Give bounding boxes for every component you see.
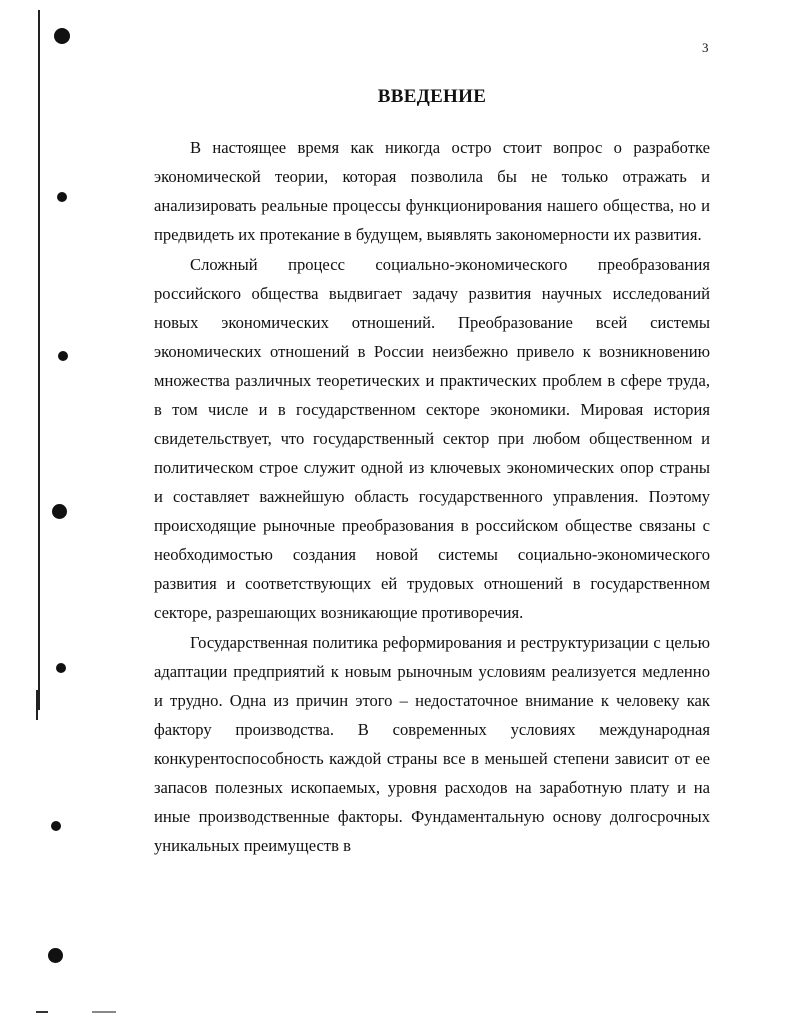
scan-punch-hole (57, 192, 67, 202)
scan-punch-hole (51, 821, 61, 831)
paragraph: В настоящее время как никогда остро стоит вопрос о разработке экономической теории, которая позволила бы не только отражать и анализировать реальные процессы функционирования нашего общества, но и предвидеть их протекание в будущем, выявлять закономерности их развития. (154, 138, 710, 244)
paragraph: Государственная политика реформирования и реструктуризации с целью адаптации предприятий к новым рыночным условиям реализуется медленно и трудно. Одна из причин этого – недостаточное внимание к человеку как фактору производства. В современных условиях международная конкурентоспособность каждой страны все в меньшей степени зависит от ее запасов полезных ископаемых, уровня расходов на заработную плату и на иные производственные факторы. Фундаментальную основу долгосрочных уникальных преимуществ в (154, 633, 710, 855)
scan-punch-hole (48, 948, 63, 963)
paragraph: Сложный процесс социально-экономического преобразования российского общества выдвигает задачу развития научных исследований новых экономических отношений. Преобразование всей системы экономических отношений в России неизбежно привело к возникновению множества различных теоретических и практических проблем в сфере труда, в том числе и в государственном секторе экономики. Мировая история свидетельствует, что государственный сектор при любом общественном и политическом строе служит одной из ключевых экономических опор страны и составляет важнейшую область государственного управления. Поэтому происходящие рыночные преобразования в российском обществе связаны с необходимостью создания новой системы социально-экономического развития и соответствующих ей трудовых отношений в государственном секторе, разрешающих возникающие противоречия. (154, 255, 710, 622)
scan-punch-hole (56, 663, 66, 673)
scan-punch-hole (52, 504, 67, 519)
scan-bottom-mark (92, 1011, 116, 1013)
page-title: ВВЕДЕНИЕ (377, 86, 487, 107)
scan-punch-hole (54, 28, 70, 44)
body-text (154, 133, 710, 860)
scan-margin-line-top (38, 10, 40, 710)
scan-punch-hole (58, 351, 68, 361)
scan-margin-line-lower (36, 690, 38, 720)
page-number: 3 (702, 40, 709, 55)
scan-bottom-mark (36, 1011, 48, 1013)
